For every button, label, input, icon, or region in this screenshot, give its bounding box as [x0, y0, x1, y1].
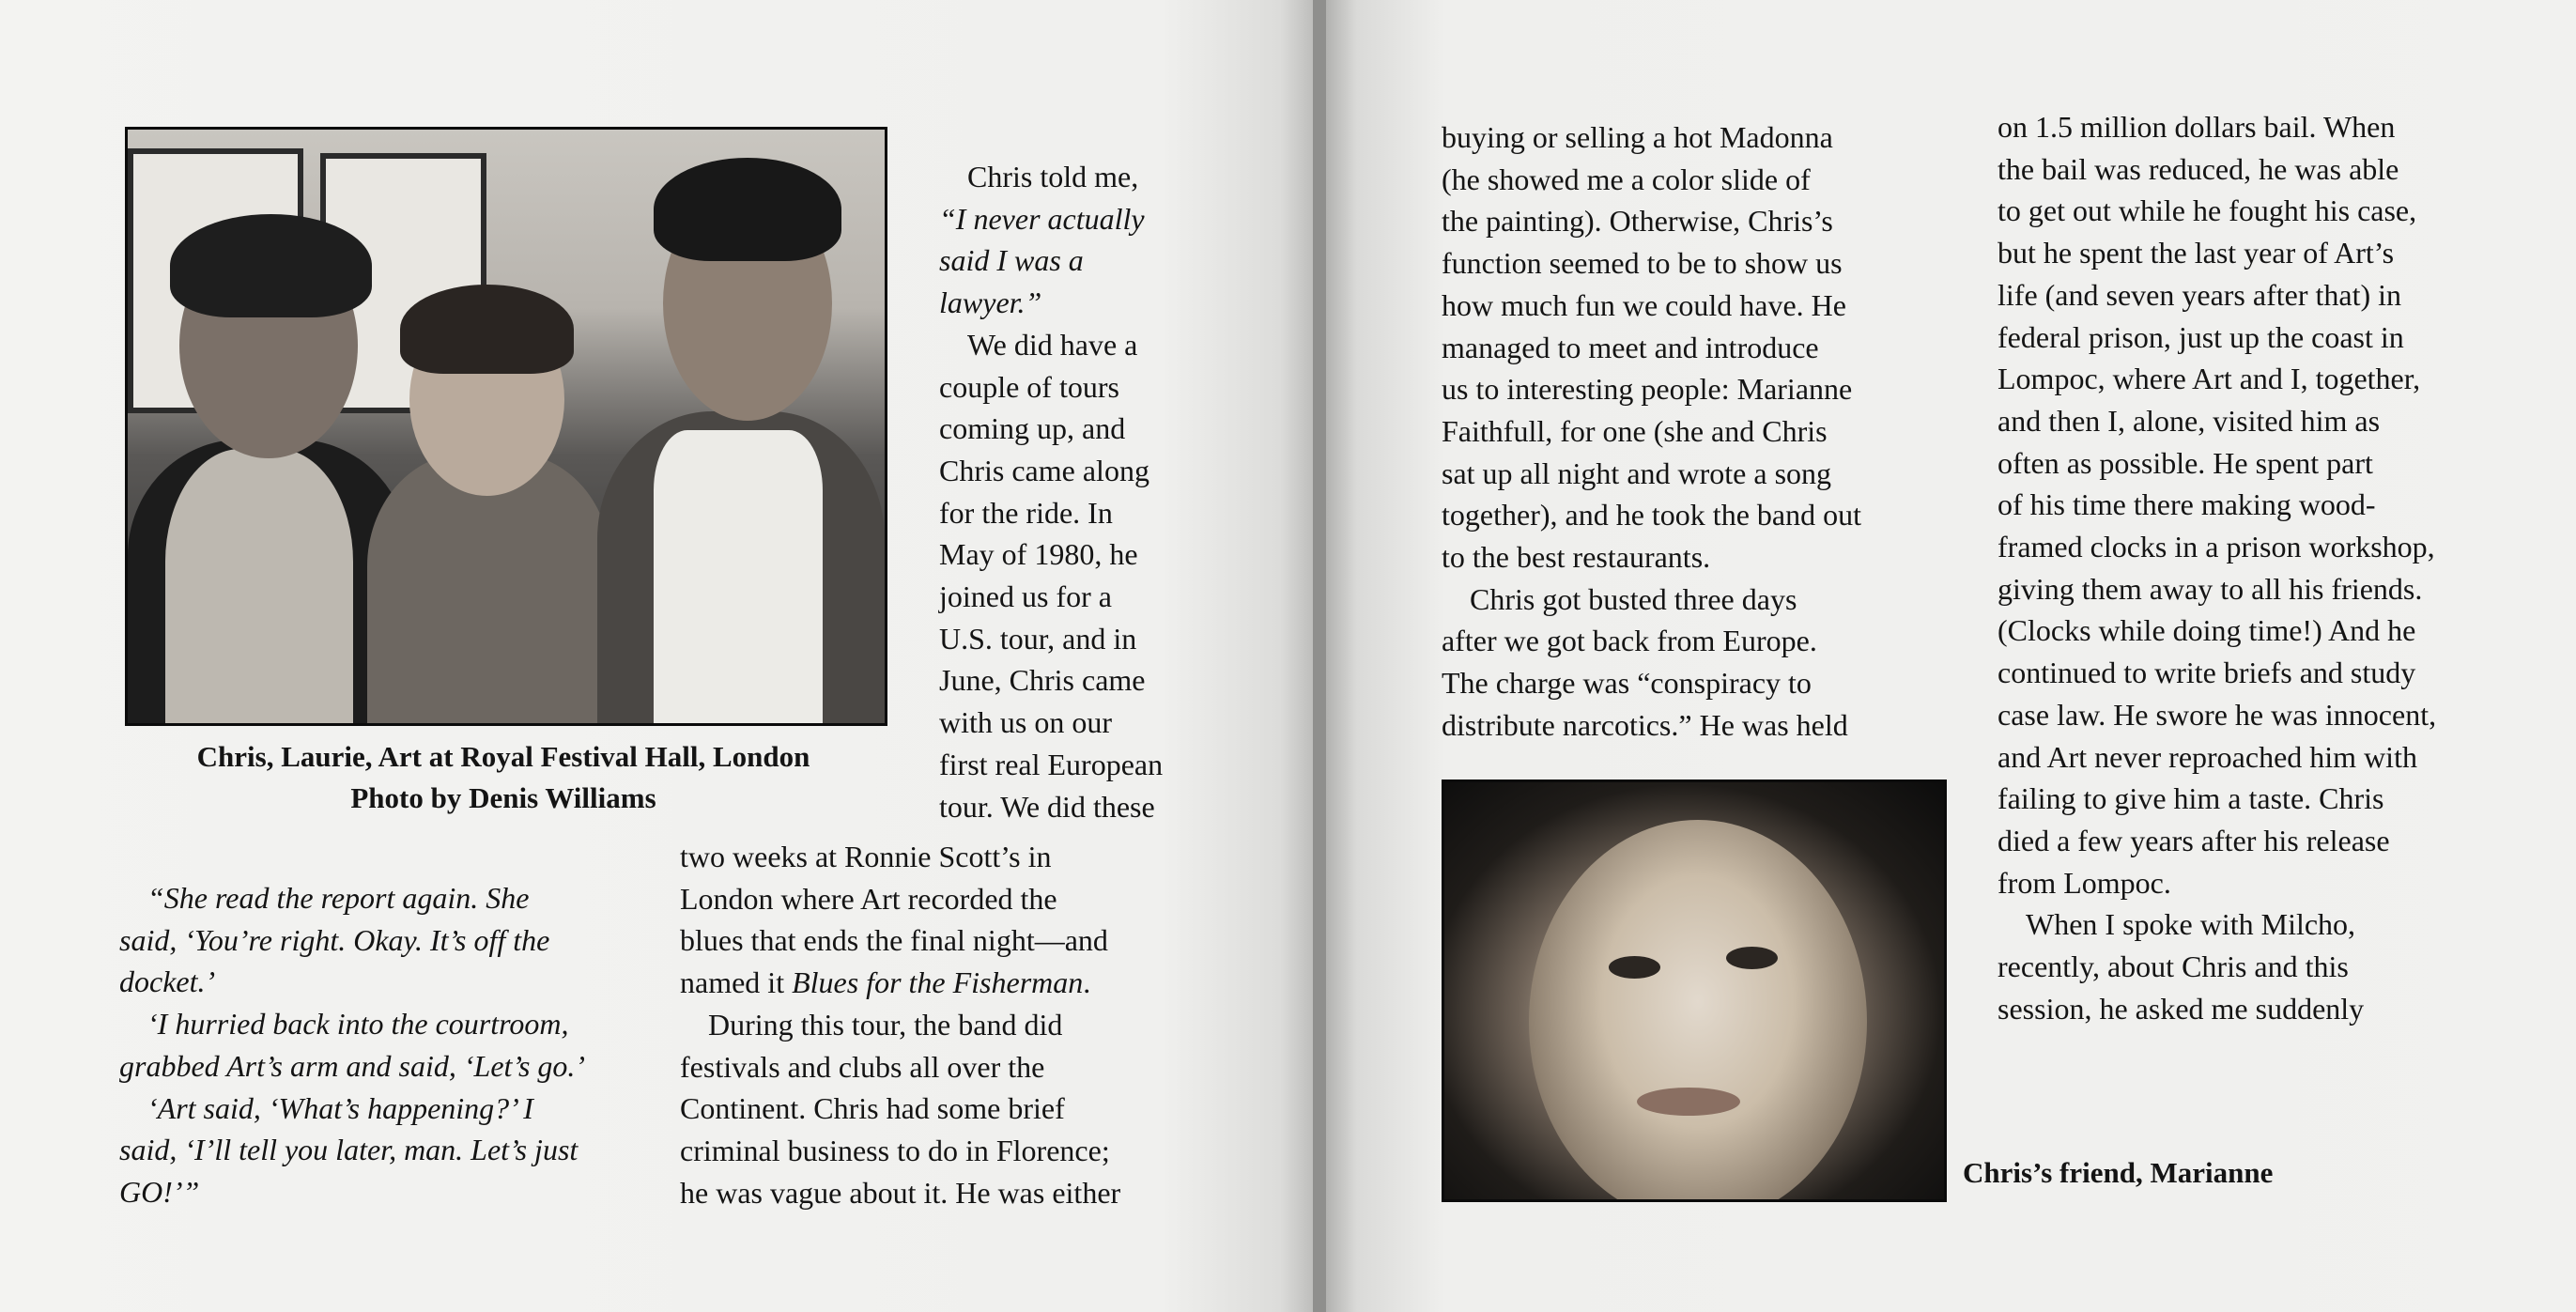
text-line: U.S. tour, and in	[939, 621, 1137, 656]
quote-line: GO!’”	[119, 1174, 200, 1209]
text-line: distribute narcotics.” He was held	[1442, 707, 1848, 742]
text-line: after we got back from Europe.	[1442, 624, 1817, 658]
text-line: criminal business to do in Florence;	[680, 1133, 1110, 1167]
text-line: (Clocks while doing time!) And he	[1998, 613, 2416, 648]
person-laurie-hair	[400, 285, 574, 374]
text-line: lawyer.”	[939, 286, 1042, 320]
text-line: tour. We did these	[939, 789, 1155, 824]
text-line: coming up, and	[939, 411, 1126, 446]
text-line: often as possible. He spent part	[1998, 445, 2373, 480]
text-line: Continent. Chris had some brief	[680, 1091, 1065, 1126]
text-line: buying or selling a hot Madonna	[1442, 120, 1833, 154]
text-line: but he spent the last year of Art’s	[1998, 236, 2395, 270]
quote-line: said, ‘You’re right. Okay. It’s off the	[119, 922, 550, 957]
text-line: how much fun we could have. He	[1442, 287, 1846, 322]
right-column-1	[1442, 116, 1967, 747]
text-line: recently, about Chris and this	[1998, 949, 2349, 984]
eye	[1609, 956, 1660, 979]
text-line: We did have a	[967, 327, 1138, 362]
book-gutter	[1313, 0, 1326, 1312]
text-line: couple of tours	[939, 369, 1119, 404]
text-line: case law. He swore he was innocent,	[1998, 697, 2437, 732]
text-line: The charge was “conspiracy to	[1442, 666, 1812, 701]
text-line: on 1.5 million dollars bail. When	[1998, 110, 2396, 144]
text-line: to the best restaurants.	[1442, 540, 1711, 575]
text-line: session, he asked me suddenly	[1998, 991, 2365, 1026]
text-line: “I never actually	[939, 201, 1145, 236]
text-line: blues that ends the final night—and	[680, 923, 1108, 958]
caption-line-1: Chris, Laurie, Art at Royal Festival Hall, London	[196, 740, 810, 773]
text-line: (he showed me a color slide of	[1442, 162, 1811, 196]
quote-block	[119, 877, 655, 1213]
text-line: federal prison, just up the coast in	[1998, 319, 2404, 354]
text-line: Chris came along	[939, 453, 1149, 487]
text-line: function seemed to be to show us	[1442, 246, 1843, 281]
quote-line: “She read the report again. She	[147, 881, 530, 915]
quote-line: ‘Art said, ‘What’s happening?’ I	[147, 1090, 533, 1125]
text-line: managed to meet and introduce	[1442, 330, 1819, 364]
quote-line: docket.’	[119, 965, 216, 999]
text-line: joined us for a	[939, 579, 1112, 614]
quote-line: grabbed Art’s arm and said, ‘Let’s go.’	[119, 1048, 586, 1083]
text-line: During this tour, the band did	[708, 1007, 1063, 1042]
person-art-shirt	[165, 449, 353, 726]
photo-caption-trio	[125, 736, 882, 819]
text-line: for the ride. In	[939, 495, 1113, 530]
person-chris-shirt	[654, 430, 823, 726]
quote-line: ‘I hurried back into the courtroom,	[147, 1007, 569, 1042]
quote-line: said, ‘I’ll tell you later, man. Let’s just	[119, 1133, 578, 1167]
caption-line-2: Photo by Denis Williams	[350, 781, 656, 814]
face	[1529, 820, 1867, 1202]
text-line: to get out while he fought his case,	[1998, 193, 2417, 228]
text-span: named it	[680, 965, 793, 1000]
person-art-hair	[170, 214, 372, 317]
eye	[1726, 947, 1778, 969]
text-line: and then I, alone, visited him as	[1998, 403, 2381, 438]
album-title: Blues for the Fisherman	[792, 965, 1084, 1000]
text-line: first real European	[939, 747, 1164, 781]
text-line: the painting). Otherwise, Chris’s	[1442, 204, 1833, 239]
person-chris-hair	[654, 158, 841, 261]
text-span: .	[1083, 965, 1091, 1000]
text-line-with-title	[680, 962, 1243, 1004]
text-line: together), and he took the band out	[1442, 498, 1861, 533]
text-line: with us on our	[939, 705, 1112, 740]
text-line: Chris told me,	[967, 160, 1139, 193]
text-line: said I was a	[939, 243, 1084, 278]
text-line: London where Art recorded the	[680, 881, 1057, 916]
narrow-column	[939, 156, 1221, 827]
text-line: framed clocks in a prison workshop,	[1998, 530, 2435, 564]
text-line: May of 1980, he	[939, 537, 1138, 572]
text-line: life (and seven years after that) in	[1998, 277, 2402, 312]
photo-marianne	[1442, 779, 1947, 1202]
text-line: two weeks at Ronnie Scott’s in	[680, 840, 1052, 873]
text-line: Lompoc, where Art and I, together,	[1998, 362, 2421, 396]
text-line: continued to write briefs and study	[1998, 656, 2416, 690]
text-line: he was vague about it. He was either	[680, 1175, 1121, 1210]
text-line: When I spoke with Milcho,	[2026, 907, 2356, 942]
text-line: died a few years after his release	[1998, 823, 2390, 857]
text-line: the bail was reduced, he was able	[1998, 151, 2399, 186]
text-line: giving them away to all his friends.	[1998, 571, 2423, 606]
text-line: of his time there making wood-	[1998, 487, 2376, 522]
photo-chris-laurie-art	[125, 127, 887, 726]
text-line: failing to give him a taste. Chris	[1998, 781, 2384, 816]
body-column-continued	[680, 836, 1243, 1213]
text-line: June, Chris came	[939, 663, 1146, 698]
mouth	[1637, 1088, 1740, 1116]
text-line: festivals and clubs all over the	[680, 1049, 1045, 1084]
photo-caption-marianne: Chris’s friend, Marianne	[1963, 1156, 2274, 1189]
text-line: Faithfull, for one (she and Chris	[1442, 413, 1828, 448]
text-line: sat up all night and wrote a song	[1442, 455, 1832, 490]
right-column-2	[1998, 106, 2542, 1029]
text-line: Chris got busted three days	[1470, 581, 1797, 616]
text-line: us to interesting people: Marianne	[1442, 372, 1853, 407]
text-line: and Art never reproached him with	[1998, 739, 2417, 774]
text-line: from Lompoc.	[1998, 865, 2171, 900]
